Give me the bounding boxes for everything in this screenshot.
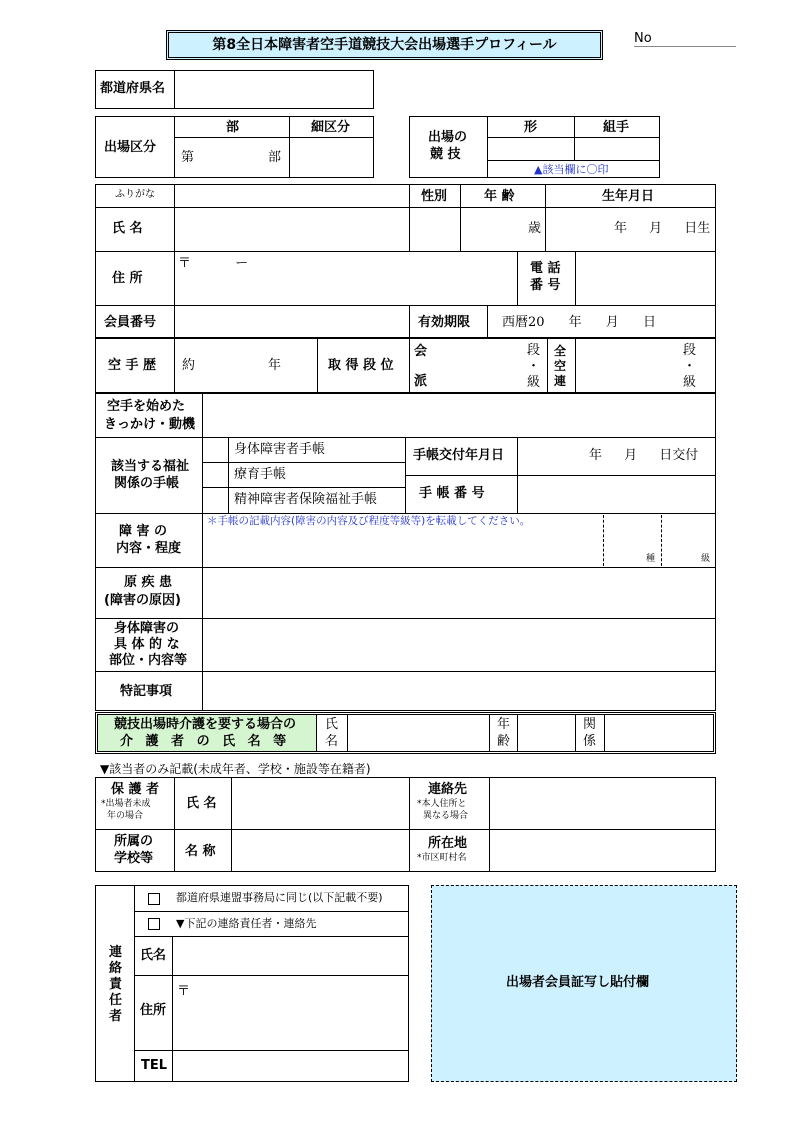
prefecture-label: 都道府県名 xyxy=(100,81,166,96)
zenkuren-rank-field[interactable] xyxy=(577,340,681,392)
notes-field[interactable] xyxy=(204,673,715,710)
kyu-label: 級 xyxy=(701,554,711,564)
below-contact-checkbox[interactable] xyxy=(148,918,160,930)
location-label: 所在地 xyxy=(428,836,468,851)
body-label-3: 部位・内容等 xyxy=(109,653,188,668)
motive-label-1: 空手を始めた xyxy=(107,399,186,414)
school-name-label: 名 称 xyxy=(185,844,216,859)
motive-label-2: きっかけ・動機 xyxy=(104,417,196,432)
kaiha-rank-field[interactable] xyxy=(430,340,525,392)
sex-field[interactable] xyxy=(411,209,459,250)
welfare-item-3: 精神障害者保険福祉手帳 xyxy=(234,492,378,507)
book-no-field[interactable] xyxy=(519,477,715,512)
birth-field[interactable] xyxy=(547,209,607,250)
cause-label-2: (障害の原因) xyxy=(104,593,181,608)
years-prefix: 約 xyxy=(182,358,196,373)
caregiver-rel-1: 関 xyxy=(583,717,597,732)
cause-label-1: 原 疾 患 xyxy=(124,575,173,590)
age-field[interactable] xyxy=(462,209,522,250)
contact-label: 連絡先 xyxy=(428,782,468,797)
responsible-label-3: 責 xyxy=(109,977,123,992)
responsible-postal: 〒 xyxy=(177,984,191,999)
caregiver-name-2: 名 xyxy=(325,734,339,749)
category-col-bu: 部 xyxy=(226,120,240,135)
category-bu: 部 xyxy=(268,150,282,165)
zenkuren-1: 全 xyxy=(554,344,567,358)
responsible-tel-field[interactable] xyxy=(174,1052,408,1081)
caregiver-name-1: 氏 xyxy=(325,717,339,732)
kata-check-field[interactable] xyxy=(489,139,573,159)
zenkuren-dot: ・ xyxy=(683,359,697,374)
address-label: 住 所 xyxy=(112,271,143,286)
address-field[interactable] xyxy=(176,272,516,304)
birth-format: 年 月 日生 xyxy=(614,221,711,236)
responsible-label-5: 者 xyxy=(109,1009,123,1024)
responsible-label-2: 絡 xyxy=(109,961,123,976)
kaiha-2: 派 xyxy=(414,374,428,389)
responsible-label-1: 連 xyxy=(109,945,123,960)
form-title: 第8全日本障害者空手道競技大会出場選手プロフィール xyxy=(166,30,603,60)
disability-field[interactable] xyxy=(204,530,602,566)
motive-field[interactable] xyxy=(204,395,715,436)
category-dai: 第 xyxy=(181,150,195,165)
years-unit: 年 xyxy=(268,358,282,373)
furigana-label: ふりがな xyxy=(115,189,155,200)
karate-history-label: 空 手 歴 xyxy=(108,358,157,373)
welfare-item-1: 身体障害者手帳 xyxy=(234,442,326,457)
no-label: No xyxy=(634,31,652,46)
name-field[interactable] xyxy=(176,209,408,250)
same-as-office-checkbox[interactable] xyxy=(148,893,160,905)
caregiver-rel-field[interactable] xyxy=(606,716,712,750)
phone-label-1: 電 話 xyxy=(530,261,561,276)
category-sub-field[interactable] xyxy=(291,140,373,176)
guardian-name-label: 氏 名 xyxy=(186,796,217,811)
caregiver-rel-2: 係 xyxy=(583,734,597,749)
body-field[interactable] xyxy=(204,620,715,670)
school-location-field[interactable] xyxy=(491,831,715,871)
event-label-2: 競 技 xyxy=(430,147,461,162)
caregiver-age-1: 年 xyxy=(497,717,511,732)
caregiver-name-field[interactable] xyxy=(349,716,488,750)
address-postal: 〒 ー xyxy=(178,256,249,271)
notes-label: 特記事項 xyxy=(120,684,173,699)
issue-date-field[interactable] xyxy=(519,439,579,474)
furigana-field[interactable] xyxy=(176,186,408,206)
issue-date-label: 手帳交付年月日 xyxy=(413,448,505,463)
caregiver-age-2: 齢 xyxy=(497,734,511,749)
guardian-section-header: ▼該当者のみ記載(未成年者、学校・施設等在籍者) xyxy=(100,762,371,776)
responsible-name-label: 氏名 xyxy=(140,948,167,963)
event-label-1: 出場の xyxy=(428,130,468,145)
photo-area-label: 出場者会員証写し貼付欄 xyxy=(506,975,650,990)
kaiha-dan: 段 xyxy=(527,343,541,358)
shu-field[interactable] xyxy=(605,515,660,566)
caregiver-age-field[interactable] xyxy=(519,716,574,750)
zenkuren-3: 連 xyxy=(554,374,567,388)
kaiha-kyu: 級 xyxy=(527,375,541,390)
school-label-1: 所属の xyxy=(114,834,154,849)
category-label: 出場区分 xyxy=(104,140,157,155)
body-label-2: 具 体 的 な xyxy=(114,637,180,652)
responsible-address-field[interactable] xyxy=(174,1000,408,1049)
event-col-kata: 形 xyxy=(524,120,538,135)
welfare-check-2[interactable] xyxy=(204,464,227,486)
welfare-item-2: 療育手帳 xyxy=(234,467,287,482)
school-label-2: 学校等 xyxy=(114,851,154,866)
member-no-label: 会員番号 xyxy=(104,315,157,330)
category-bu-field[interactable] xyxy=(192,140,264,176)
zenkuren-2: 空 xyxy=(554,359,567,373)
welfare-check-3[interactable] xyxy=(204,489,227,512)
zenkuren-dan: 段 xyxy=(683,343,697,358)
sex-label: 性別 xyxy=(421,189,448,204)
kumite-check-field[interactable] xyxy=(576,139,659,159)
body-label-1: 身体障害の xyxy=(114,621,180,636)
issue-date-format: 年 月 日交付 xyxy=(589,448,699,463)
prefecture-field[interactable] xyxy=(176,72,372,107)
guardian-name-field[interactable] xyxy=(233,779,408,828)
welfare-label-2: 関係の手帳 xyxy=(114,476,180,491)
no-field[interactable] xyxy=(634,46,736,47)
responsible-label-4: 任 xyxy=(109,993,123,1008)
responsible-address-label: 住所 xyxy=(140,1003,167,1018)
valid-format: 西暦20 年 月 日 xyxy=(502,315,656,330)
guardian-label: 保 護 者 xyxy=(111,782,160,797)
school-name-field[interactable] xyxy=(233,831,408,871)
kyu-field[interactable] xyxy=(663,515,715,566)
shu-label: 種 xyxy=(646,554,656,564)
category-col-sub: 細区分 xyxy=(311,120,351,135)
years-field[interactable] xyxy=(192,340,264,392)
age-label: 年 齢 xyxy=(484,189,515,204)
guardian-note-2: 年の場合 xyxy=(107,811,144,821)
member-no-field[interactable] xyxy=(176,307,408,337)
responsible-tel-label: TEL xyxy=(141,1058,168,1073)
cause-field[interactable] xyxy=(204,569,715,617)
guardian-contact-field[interactable] xyxy=(491,779,715,828)
age-unit: 歳 xyxy=(528,221,542,236)
rank-label: 取 得 段 位 xyxy=(328,358,394,373)
name-label: 氏 名 xyxy=(112,221,143,236)
book-no-label: 手 帳 番 号 xyxy=(419,486,485,501)
event-col-kumite: 組手 xyxy=(603,120,630,135)
responsible-opt2: ▼下記の連絡責任者・連絡先 xyxy=(176,917,317,930)
caregiver-label-1: 競技出場時介護を要する場合の xyxy=(114,717,297,732)
kaiha-dot: ・ xyxy=(527,359,541,374)
caregiver-label-2: 介 護 者 の 氏 名 等 xyxy=(120,734,287,749)
disability-label-2: 内容・程度 xyxy=(116,541,182,556)
phone-label-2: 番 号 xyxy=(530,278,561,293)
disability-label-1: 障 害 の xyxy=(119,524,168,539)
birth-label: 生年月日 xyxy=(602,189,655,204)
contact-note-1: *本人住所と xyxy=(417,799,467,809)
zenkuren-kyu: 級 xyxy=(683,375,697,390)
welfare-label-1: 該当する福祉 xyxy=(111,459,190,474)
location-note: *市区町村名 xyxy=(417,853,467,863)
responsible-name-field[interactable] xyxy=(174,938,408,974)
welfare-check-1[interactable] xyxy=(204,439,227,461)
valid-label: 有効期限 xyxy=(418,315,471,330)
responsible-opt1: 都道府県連盟事務局に同じ(以下記載不要) xyxy=(176,891,383,904)
kaiha-1: 会 xyxy=(414,344,428,359)
guardian-note-1: *出場者未成 xyxy=(101,799,151,809)
event-note: ▲該当欄に〇印 xyxy=(534,163,609,176)
phone-field[interactable] xyxy=(577,253,715,304)
contact-note-2: 異なる場合 xyxy=(423,811,469,821)
disability-note: ＊手帳の記載内容(障害の内容及び程度等級等)を転載してください。 xyxy=(207,515,531,527)
